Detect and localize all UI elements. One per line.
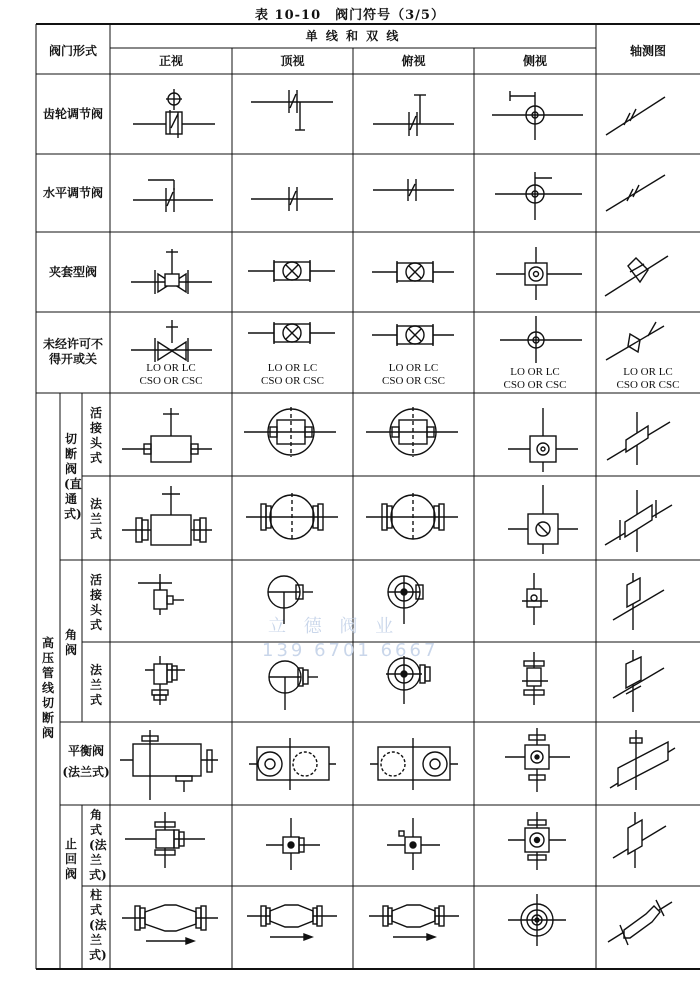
balance-sub-label: (法兰式): [62, 765, 110, 779]
balance-plan-symbol: [370, 738, 458, 790]
gate-union-axo-symbol: [607, 412, 670, 465]
header-group: 单 线 和 双 线: [305, 29, 401, 43]
angle-union-front-symbol: [138, 574, 184, 615]
horiz-valve-side-symbol: [495, 172, 582, 220]
front-lo-label: LO OR LC: [146, 362, 196, 374]
balance-label: 平衡阀: [67, 744, 104, 758]
header-axonometric: 轴测图: [629, 44, 666, 58]
angle-union-label: 活接头式: [89, 573, 102, 632]
plan-cso-label: CSO OR CSC: [382, 375, 445, 387]
axo-cso-label: CSO OR CSC: [616, 379, 680, 391]
side-cso-label: CSO OR CSC: [503, 379, 567, 391]
locked-valve-side-symbol: [500, 316, 582, 363]
jacket-valve-front-symbol: [131, 249, 212, 294]
balance-front-symbol: [120, 730, 218, 800]
gate-flange-plan-symbol: [366, 493, 458, 541]
group-gate: 切断阀(直通式): [64, 432, 82, 521]
check-column-side-symbol: [508, 894, 566, 946]
gate-flange-axo-symbol: [605, 490, 672, 552]
group-check: 止回阀: [64, 837, 77, 881]
horiz-valve-front-symbol: [133, 180, 213, 212]
axo-lo-label: LO OR LC: [623, 366, 673, 378]
check-column-front-symbol: [122, 905, 218, 944]
gate-flange-label: 法兰式: [89, 497, 102, 541]
group-angle: 角阀: [64, 628, 77, 657]
angle-flange-side-symbol: [522, 652, 548, 705]
jacket-valve-top-symbol: [248, 260, 335, 282]
check-column-axo-symbol: [608, 900, 672, 945]
plan-lo-label: LO OR LC: [388, 362, 439, 374]
angle-flange-top-symbol: [269, 661, 318, 710]
locked-valve-front-symbol: [131, 320, 212, 362]
jacket-valve-side-symbol: [496, 247, 582, 300]
gate-union-label: 活接头式: [89, 406, 102, 465]
angle-union-top-symbol: [268, 576, 313, 624]
balance-axo-symbol: [610, 730, 675, 790]
angle-union-axo-symbol: [613, 573, 664, 630]
gear-valve-plan-symbol: [373, 95, 454, 136]
gate-union-plan-symbol: [366, 407, 458, 457]
check-column-label: 柱式(法兰式): [89, 888, 107, 962]
horiz-valve-axo-symbol: [606, 175, 665, 211]
group-hp-shutoff: 高压管线切断阀: [41, 636, 54, 740]
check-angle-front-symbol: [125, 812, 205, 868]
check-column-plan-symbol: [369, 905, 459, 940]
row-label-lock: 未经许可不得开或关: [42, 337, 103, 366]
horiz-valve-top-symbol: [251, 187, 333, 211]
angle-flange-axo-symbol: [613, 650, 664, 712]
header-plan-view: 俯视: [401, 54, 426, 68]
top-cso-label: CSO OR CSC: [261, 375, 324, 387]
row-label-horizontal-control: 水平调节阀: [42, 186, 103, 200]
header-side-view: 侧视: [522, 54, 547, 68]
horiz-valve-plan-symbol: [373, 179, 454, 201]
top-lo-label: LO OR LC: [267, 362, 318, 374]
angle-union-plan-symbol: [388, 576, 423, 624]
header-top-view: 顶视: [280, 54, 305, 68]
check-column-top-symbol: [247, 905, 337, 940]
angle-flange-plan-symbol: [386, 656, 430, 704]
side-lo-label: LO OR LC: [510, 366, 560, 378]
gate-union-front-symbol: [122, 408, 212, 462]
gate-flange-front-symbol: [122, 486, 212, 545]
row-label-jacketed: 夹套型阀: [48, 265, 97, 279]
jacket-valve-axo-symbol: [605, 256, 668, 296]
balance-top-symbol: [249, 738, 336, 790]
check-angle-top-symbol: [266, 818, 320, 870]
check-angle-label: 角式(法兰式): [89, 808, 107, 882]
watermark-name: 立 德 阀 业: [268, 616, 400, 637]
gear-valve-side-symbol: [492, 91, 583, 140]
jacket-valve-plan-symbol: [372, 261, 454, 283]
locked-valve-axo-symbol: [606, 322, 664, 360]
gate-union-side-symbol: [508, 408, 578, 472]
header-valve-form: 阀门形式: [48, 44, 97, 58]
locked-valve-top-symbol: [248, 322, 335, 344]
gear-valve-top-symbol: [251, 90, 333, 130]
gate-flange-side-symbol: [508, 485, 578, 554]
gear-valve-front-symbol: [133, 89, 215, 138]
watermark-phone: 139 6701 6667: [262, 640, 439, 661]
check-angle-side-symbol: [508, 812, 566, 870]
balance-side-symbol: [505, 728, 570, 792]
front-cso-label: CSO OR CSC: [139, 375, 203, 387]
gear-valve-axo-symbol: [606, 97, 665, 135]
gate-union-top-symbol: [244, 407, 336, 457]
header-front-view: 正视: [158, 54, 183, 68]
angle-flange-label: 法兰式: [89, 663, 102, 707]
page-title: 表 10-10 阀门符号（3/5）: [255, 8, 445, 23]
check-angle-axo-symbol: [613, 812, 666, 868]
check-angle-plan-symbol: [387, 818, 440, 870]
angle-flange-front-symbol: [145, 656, 185, 705]
locked-valve-plan-symbol: [372, 324, 454, 346]
row-label-gear-control: 齿轮调节阀: [42, 107, 103, 121]
angle-union-side-symbol: [522, 573, 548, 625]
gate-flange-top-symbol: [246, 493, 338, 541]
